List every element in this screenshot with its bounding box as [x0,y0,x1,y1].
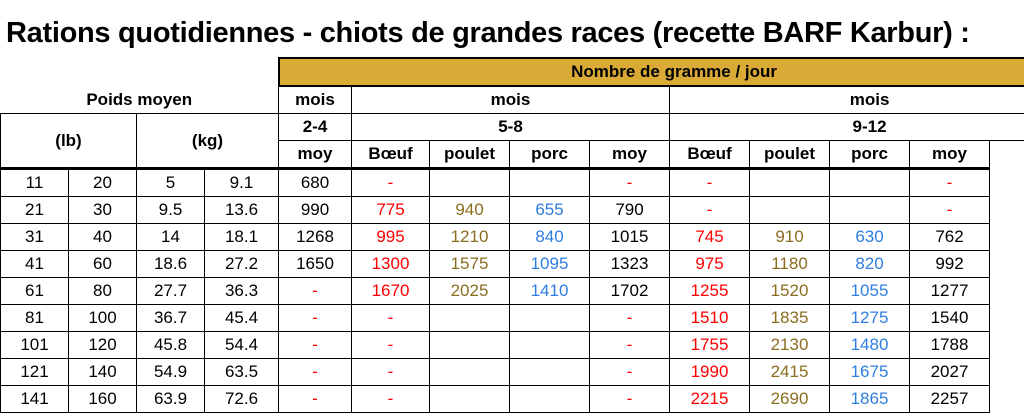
cell-lb-max: 100 [69,305,137,332]
col-moy-5-8: moy [590,141,670,169]
cell-m58-porc: 1095 [510,251,590,278]
cell-m912-moy: 1788 [910,332,990,359]
cell-kg-max: 13.6 [205,197,279,224]
cell-m912-porc [830,197,910,224]
header-row-mois [1,86,1024,114]
cell-m58-moy: 1323 [590,251,670,278]
col-moy-9-12: moy [910,141,990,169]
cell-m2-4: 680 [279,169,352,197]
cell-m58-poulet: 2025 [430,278,510,305]
cell-m2-4: - [279,278,352,305]
cell-m58-moy: 1015 [590,224,670,251]
cell-m912-boeuf: 975 [670,251,750,278]
cell-m58-poulet [430,359,510,386]
cell-lb-max: 40 [69,224,137,251]
cell-m912-moy: 2027 [910,359,990,386]
cell-kg-max: 18.1 [205,224,279,251]
cell-m912-poulet: 910 [750,224,830,251]
cell-m58-poulet: 1210 [430,224,510,251]
cell-m58-moy: - [590,169,670,197]
cell-lb-max: 60 [69,251,137,278]
header-mois-2-4: mois [279,86,352,114]
cell-kg-max: 45.4 [205,305,279,332]
cell-m58-boeuf: 995 [352,224,430,251]
cell-m2-4: 990 [279,197,352,224]
cell-m58-moy: - [590,359,670,386]
cell-m912-boeuf: 2215 [670,386,750,413]
cell-kg-max: 36.3 [205,278,279,305]
header-kg: (kg) [137,114,279,169]
cell-kg-min: 27.7 [137,278,205,305]
cell-m58-poulet: 940 [430,197,510,224]
cell-lb-min: 21 [1,197,69,224]
cell-lb-max: 80 [69,278,137,305]
col-poulet-5-8: poulet [430,141,510,169]
table-row [1,305,1024,332]
cell-m912-moy: - [910,169,990,197]
table-row [1,386,1024,413]
cell-m58-boeuf: - [352,305,430,332]
cell-kg-min: 54.9 [137,359,205,386]
cell-lb-min: 141 [1,386,69,413]
header-age-5-8: 5-8 [352,114,670,141]
ration-table [0,57,1024,413]
col-porc-5-8: porc [510,141,590,169]
cell-lb-min: 61 [1,278,69,305]
page-title: Rations quotidiennes - chiots de grandes races (recette BARF Karbur) : [6,17,970,49]
cell-m912-boeuf: - [670,197,750,224]
cell-m2-4: - [279,386,352,413]
cell-m912-poulet: 1520 [750,278,830,305]
cell-kg-min: 36.7 [137,305,205,332]
cell-m58-porc: 840 [510,224,590,251]
cell-kg-min: 63.9 [137,386,205,413]
cell-m58-poulet [430,169,510,197]
cell-m912-boeuf: 1255 [670,278,750,305]
cell-m58-boeuf: 775 [352,197,430,224]
cell-m58-porc: 1410 [510,278,590,305]
blank-corner [1,58,279,86]
cell-lb-min: 11 [1,169,69,197]
cell-lb-min: 81 [1,305,69,332]
col-boeuf-5-8: Bœuf [352,141,430,169]
cell-kg-min: 9.5 [137,197,205,224]
cell-m58-poulet [430,386,510,413]
cell-m2-4: - [279,359,352,386]
header-row-top [1,58,1024,86]
cell-m912-moy: - [910,197,990,224]
cell-m58-porc [510,305,590,332]
cell-m2-4: - [279,332,352,359]
table-row [1,197,1024,224]
cell-m58-moy: - [590,305,670,332]
cell-m58-poulet [430,332,510,359]
cell-m912-poulet [750,197,830,224]
cell-m58-moy: - [590,332,670,359]
table-row [1,224,1024,251]
cell-m912-moy: 762 [910,224,990,251]
table-row [1,278,1024,305]
cell-m58-poulet [430,305,510,332]
cell-m58-poulet: 1575 [430,251,510,278]
cell-m912-boeuf: 1510 [670,305,750,332]
cell-m58-porc [510,169,590,197]
cell-kg-max: 27.2 [205,251,279,278]
cell-lb-max: 20 [69,169,137,197]
cell-m58-boeuf: - [352,386,430,413]
table-row [1,169,1024,197]
cell-m58-porc [510,386,590,413]
table-row [1,251,1024,278]
header-age-9-12: 9-12 [670,114,1024,141]
header-row-ages [1,114,1024,141]
cell-m912-moy: 2257 [910,386,990,413]
cell-kg-max: 54.4 [205,332,279,359]
cell-m58-boeuf: 1300 [352,251,430,278]
cell-m912-poulet: 1180 [750,251,830,278]
cell-m912-porc: 1055 [830,278,910,305]
col-moy-2-4: moy [279,141,352,169]
cell-kg-min: 45.8 [137,332,205,359]
cell-m58-moy: 790 [590,197,670,224]
col-boeuf-9-12: Bœuf [670,141,750,169]
cell-m2-4: 1268 [279,224,352,251]
cell-m912-moy: 992 [910,251,990,278]
header-weight: Poids moyen [86,89,193,109]
cell-m58-boeuf: - [352,359,430,386]
header-mois-5-8: mois [352,86,670,114]
cell-lb-max: 30 [69,197,137,224]
table-row [1,332,1024,359]
cell-m912-moy: 1540 [910,305,990,332]
cell-m912-boeuf: 1990 [670,359,750,386]
cell-lb-max: 120 [69,332,137,359]
cell-m58-boeuf: - [352,169,430,197]
cell-m58-moy: - [590,386,670,413]
cell-m912-porc: 1865 [830,386,910,413]
cell-m58-porc: 655 [510,197,590,224]
cell-m912-poulet: 2130 [750,332,830,359]
cell-kg-max: 63.5 [205,359,279,386]
cell-m912-porc: 820 [830,251,910,278]
cell-m58-moy: 1702 [590,278,670,305]
cell-lb-min: 41 [1,251,69,278]
cell-m2-4: - [279,305,352,332]
cell-lb-min: 31 [1,224,69,251]
cell-m912-poulet [750,169,830,197]
cell-m912-porc: 1675 [830,359,910,386]
header-mois-9-12: mois [670,86,1024,114]
col-porc-9-12: porc [830,141,910,169]
cell-m912-poulet: 2415 [750,359,830,386]
cell-lb-max: 160 [69,386,137,413]
cell-m912-porc: 1480 [830,332,910,359]
header-lb: (lb) [1,114,137,169]
cell-m58-porc [510,332,590,359]
cell-kg-max: 72.6 [205,386,279,413]
header-grams-per-day: Nombre de gramme / jour [279,58,1024,86]
data-rows [1,169,1024,413]
cell-lb-min: 121 [1,359,69,386]
cell-m912-porc [830,169,910,197]
cell-m912-boeuf: 745 [670,224,750,251]
cell-m912-poulet: 1835 [750,305,830,332]
col-poulet-9-12: poulet [750,141,830,169]
cell-m912-moy: 1277 [910,278,990,305]
cell-lb-min: 101 [1,332,69,359]
cell-m58-boeuf: 1670 [352,278,430,305]
table-row [1,359,1024,386]
cell-m912-boeuf: - [670,169,750,197]
cell-kg-max: 9.1 [205,169,279,197]
cell-m58-porc [510,359,590,386]
cell-kg-min: 14 [137,224,205,251]
cell-m912-porc: 1275 [830,305,910,332]
cell-m912-poulet: 2690 [750,386,830,413]
cell-m58-boeuf: - [352,332,430,359]
cell-lb-max: 140 [69,359,137,386]
cell-m2-4: 1650 [279,251,352,278]
header-age-2-4: 2-4 [279,114,352,141]
cell-m912-boeuf: 1755 [670,332,750,359]
cell-kg-min: 5 [137,169,205,197]
cell-m912-porc: 630 [830,224,910,251]
cell-kg-min: 18.6 [137,251,205,278]
